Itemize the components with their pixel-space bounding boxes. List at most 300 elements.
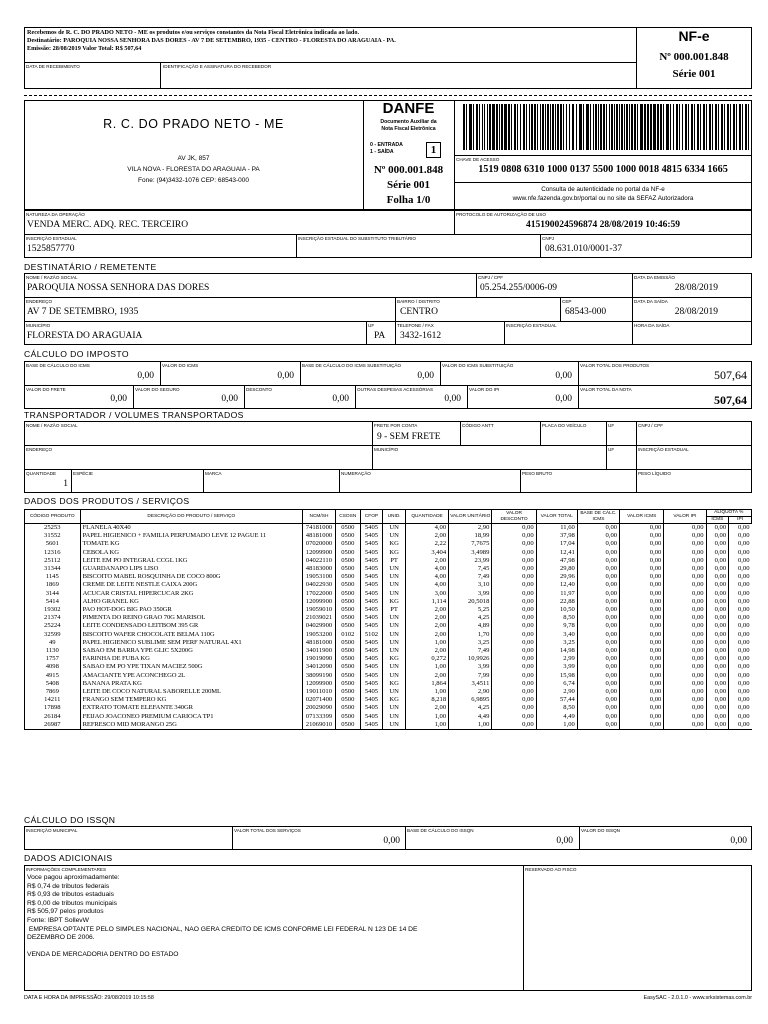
col-vunit: VALOR UNITÁRIO xyxy=(449,510,492,524)
cell-ncm: 34012090 xyxy=(303,663,336,671)
cell-desc: CREME DE LEITE NESTLE CAIXA 200G xyxy=(80,581,302,589)
cell-csosn: 0500 xyxy=(335,672,360,680)
cell-csosn: 0102 xyxy=(335,631,360,639)
cell-vunit: 3,10 xyxy=(449,581,492,589)
table-row xyxy=(25,688,752,696)
access-key-label: CHAVE DE ACESSO xyxy=(456,157,500,162)
cell-aicms: 0,00 xyxy=(706,565,729,573)
cell-vdesc: 0,00 xyxy=(492,573,536,581)
cell-qty: 1,864 xyxy=(405,680,448,688)
tax-ipi-value: 0,00 xyxy=(555,394,572,404)
col-aliq-icms: ICMS xyxy=(706,517,729,524)
tax-base-icms-label: BASE DE CÁLCULO DO ICMS xyxy=(26,363,90,368)
cell-ncm: 20029090 xyxy=(303,704,336,712)
cell-vunit: 7,7675 xyxy=(449,540,492,548)
cell-vdesc: 0,00 xyxy=(492,680,536,688)
cell-base: 0,00 xyxy=(577,524,619,533)
cell-vipi: 0,00 xyxy=(664,606,706,614)
cell-vunit: 5,25 xyxy=(449,606,492,614)
cell-vtotal: 2,90 xyxy=(536,688,577,696)
issqn-im-label: INSCRIÇÃO MUNICIPAL xyxy=(26,828,78,833)
cell-code: 25253 xyxy=(25,524,81,533)
software-credit: EasySAC - 2.0.1.0 - www.srksistemas.com.br xyxy=(643,995,752,1001)
tax-total-label: VALOR TOTAL DA NOTA xyxy=(580,387,632,392)
cell-unit: UN xyxy=(383,565,406,573)
cell-vicms: 0,00 xyxy=(620,622,664,630)
cell-aipi: 0,00 xyxy=(729,688,752,696)
cell-aipi: 0,00 xyxy=(729,581,752,589)
table-row xyxy=(25,647,752,655)
cell-cfop: 5405 xyxy=(360,540,383,548)
cell-aicms: 0,00 xyxy=(706,639,729,647)
cell-vicms: 0,00 xyxy=(620,721,664,730)
cell-aipi: 0,00 xyxy=(729,524,752,533)
cell-vunit: 3,4989 xyxy=(449,549,492,557)
cell-qty: 2,00 xyxy=(405,622,448,630)
cell-csosn: 0500 xyxy=(335,557,360,565)
cell-qty: 1,00 xyxy=(405,639,448,647)
cell-csosn: 0500 xyxy=(335,606,360,614)
print-datetime: DATA E HORA DA IMPRESSÃO: 29/08/2019 10:15:58 xyxy=(24,995,154,1001)
cell-vicms: 0,00 xyxy=(620,688,664,696)
cell-cfop: 5405 xyxy=(360,614,383,622)
cell-vunit: 6,9895 xyxy=(449,696,492,704)
cell-vtotal: 11,97 xyxy=(536,590,577,598)
cell-cfop: 5405 xyxy=(360,590,383,598)
cell-aipi: 0,00 xyxy=(729,721,752,730)
cell-cfop: 5405 xyxy=(360,549,383,557)
cell-aipi: 0,00 xyxy=(729,713,752,721)
cell-cfop: 5405 xyxy=(360,622,383,630)
cell-cfop: 5405 xyxy=(360,696,383,704)
col-vicms: VALOR ICMS xyxy=(620,510,664,524)
cell-ncm: 04022930 xyxy=(303,581,336,589)
col-vipi: VALOR IPI xyxy=(664,510,706,524)
transport-species-label: ESPÉCIE xyxy=(73,471,93,476)
emitter-address-3: Fone: (94)3432-1076 CEP: 68543-000 xyxy=(138,177,249,184)
cell-csosn: 0500 xyxy=(335,573,360,581)
cell-csosn: 0500 xyxy=(335,721,360,730)
cell-vicms: 0,00 xyxy=(620,532,664,540)
protocol-label: PROTOCOLO DE AUTORIZAÇÃO DE USO xyxy=(456,212,546,217)
cell-csosn: 0500 xyxy=(335,549,360,557)
tax-base-icms-value: 0,00 xyxy=(137,371,154,381)
tax-total-value: 507,64 xyxy=(714,393,747,407)
cell-vipi: 0,00 xyxy=(664,565,706,573)
cell-qty: 2,00 xyxy=(405,606,448,614)
cell-vicms: 0,00 xyxy=(620,631,664,639)
cell-aipi: 0,00 xyxy=(729,606,752,614)
cell-cfop: 5405 xyxy=(360,688,383,696)
issqn-value-label: VALOR DO ISSQN xyxy=(581,828,620,833)
cell-qty: 8,218 xyxy=(405,696,448,704)
table-row xyxy=(25,672,752,680)
table-row xyxy=(25,581,752,589)
cell-vunit: 7,49 xyxy=(449,647,492,655)
cell-vdesc: 0,00 xyxy=(492,532,536,540)
cell-vipi: 0,00 xyxy=(664,614,706,622)
cell-vipi: 0,00 xyxy=(664,540,706,548)
table-row xyxy=(25,631,752,639)
cell-cfop: 5405 xyxy=(360,565,383,573)
dest-city-value: FLORESTA DO ARAGUAIA xyxy=(27,331,143,341)
cell-csosn: 0500 xyxy=(335,639,360,647)
cell-vicms: 0,00 xyxy=(620,672,664,680)
cell-desc: BANANA PRATA KG xyxy=(80,680,302,688)
cell-vdesc: 0,00 xyxy=(492,696,536,704)
cell-vdesc: 0,00 xyxy=(492,598,536,606)
tax-ipi-label: VALOR DO IPI xyxy=(469,387,500,392)
dest-uf-value: PA xyxy=(374,331,386,341)
emitter-address-2: VILA NOVA - FLORESTA DO ARAGUAIA - PA xyxy=(127,166,260,173)
cell-cfop: 5405 xyxy=(360,639,383,647)
tax-insurance-value: 0,00 xyxy=(221,394,238,404)
cell-code: 1130 xyxy=(25,647,81,655)
cell-base: 0,00 xyxy=(577,614,619,622)
cell-vdesc: 0,00 xyxy=(492,606,536,614)
tax-products-value: 507,64 xyxy=(714,368,747,382)
cell-code: 5601 xyxy=(25,540,81,548)
cell-csosn: 0500 xyxy=(335,532,360,540)
cell-vdesc: 0,00 xyxy=(492,524,536,533)
products-section-title: DADOS DOS PRODUTOS / SERVIÇOS xyxy=(24,496,190,506)
tax-freight-value: 0,00 xyxy=(110,394,127,404)
cell-vtotal: 14,98 xyxy=(536,647,577,655)
cell-ncm: 04022110 xyxy=(303,557,336,565)
protocol-value: 415190024596874 28/08/2019 10:46:59 xyxy=(525,220,681,230)
cell-vicms: 0,00 xyxy=(620,680,664,688)
cell-aipi: 0,00 xyxy=(729,598,752,606)
cell-vipi: 0,00 xyxy=(664,672,706,680)
cell-cfop: 5405 xyxy=(360,721,383,730)
cell-code: 1757 xyxy=(25,655,81,663)
tax-other-value: 0,00 xyxy=(444,394,461,404)
access-key-value: 1519 0808 6310 1000 0137 5500 1000 0018 4815 6334 1665 xyxy=(478,164,728,175)
cell-unit: KG xyxy=(383,696,406,704)
col-unit: UNID. xyxy=(383,510,406,524)
table-row xyxy=(25,663,752,671)
cell-qty: 4,00 xyxy=(405,573,448,581)
cell-desc: LEITE CONDENSADO LEITBOM 395 GR xyxy=(80,622,302,630)
cell-vipi: 0,00 xyxy=(664,721,706,730)
cell-vipi: 0,00 xyxy=(664,704,706,712)
cell-vicms: 0,00 xyxy=(620,581,664,589)
cell-vunit: 2,90 xyxy=(449,688,492,696)
danfe-tipo-box: 1 xyxy=(426,142,441,158)
cell-vdesc: 0,00 xyxy=(492,688,536,696)
tax-insurance-label: VALOR DO SEGURO xyxy=(135,387,180,392)
cell-vdesc: 0,00 xyxy=(492,590,536,598)
cell-ncm: 38099190 xyxy=(303,672,336,680)
cell-vipi: 0,00 xyxy=(664,622,706,630)
table-row xyxy=(25,532,752,540)
table-row xyxy=(25,606,752,614)
cell-cfop: 5405 xyxy=(360,573,383,581)
cell-unit: UN xyxy=(383,639,406,647)
cell-aipi: 0,00 xyxy=(729,655,752,663)
cell-vunit: 3,99 xyxy=(449,663,492,671)
cell-unit: UN xyxy=(383,622,406,630)
cell-unit: UN xyxy=(383,532,406,540)
cell-unit: UN xyxy=(383,672,406,680)
cell-csosn: 0500 xyxy=(335,598,360,606)
cell-desc: FARINHA DE FUBA KG xyxy=(80,655,302,663)
emitter-address-1: AV JK, 857 xyxy=(177,155,210,162)
cell-vdesc: 0,00 xyxy=(492,704,536,712)
cell-ncm: 07020000 xyxy=(303,540,336,548)
cell-aicms: 0,00 xyxy=(706,532,729,540)
cell-aipi: 0,00 xyxy=(729,573,752,581)
cell-vipi: 0,00 xyxy=(664,655,706,663)
cell-desc: TOMATE KG xyxy=(80,540,302,548)
cell-vicms: 0,00 xyxy=(620,565,664,573)
dest-cep-label: CEP xyxy=(562,299,572,304)
cell-ncm: 19011010 xyxy=(303,688,336,696)
receipt-date-label: DATA DE RECEBIMENTO xyxy=(26,64,80,69)
cell-aipi: 0,00 xyxy=(729,672,752,680)
cell-code: 7869 xyxy=(25,688,81,696)
cell-vunit: 20,5018 xyxy=(449,598,492,606)
dest-city-label: MUNICÍPIO xyxy=(26,323,51,328)
cell-desc: PAPEL HIGIENICO + FAMILIA PERFUMADO LEVE 12 PAGUE 11 xyxy=(80,532,302,540)
cell-base: 0,00 xyxy=(577,573,619,581)
dest-emission-value: 28/08/2019 xyxy=(674,283,718,293)
dest-exit-value: 28/08/2019 xyxy=(674,307,718,317)
cell-csosn: 0500 xyxy=(335,704,360,712)
danfe-saida: 1 - SAÍDA xyxy=(370,149,394,155)
cell-unit: UN xyxy=(383,631,406,639)
dest-name-label: NOME / RAZÃO SOCIAL xyxy=(26,275,78,280)
cell-vipi: 0,00 xyxy=(664,581,706,589)
issqn-section-title: CÁLCULO DO ISSQN xyxy=(24,815,116,825)
dest-addr-value: AV 7 DE SETEMBRO, 1935 xyxy=(27,307,139,317)
cell-vtotal: 22,88 xyxy=(536,598,577,606)
cell-qty: 2,00 xyxy=(405,647,448,655)
ie-st-label: INSCRIÇÃO ESTADUAL DO SUBSTITUTO TRIBUTÁRIO xyxy=(298,236,417,241)
cell-unit: UN xyxy=(383,713,406,721)
cell-aicms: 0,00 xyxy=(706,663,729,671)
cell-desc: FEIJAO JOACONEO PREMIUM CARIOCA TP1 xyxy=(80,713,302,721)
additional-line xyxy=(27,943,517,952)
cell-aipi: 0,00 xyxy=(729,663,752,671)
cell-desc: PIMENTA DO REINO GRAO 70G MARISOL xyxy=(80,614,302,622)
cell-ncm: 48183000 xyxy=(303,565,336,573)
dest-district-label: BAIRRO / DISTRITO xyxy=(397,299,440,304)
cell-vtotal: 47,98 xyxy=(536,557,577,565)
dest-phone-label: TELEFONE / FAX xyxy=(397,323,434,328)
cell-csosn: 0500 xyxy=(335,622,360,630)
cell-ncm: 07133399 xyxy=(303,713,336,721)
cell-base: 0,00 xyxy=(577,606,619,614)
dest-emission-label: DATA DA EMISSÃO xyxy=(634,275,675,280)
cell-vunit: 7,49 xyxy=(449,573,492,581)
dest-section-title: DESTINATÁRIO / REMETENTE xyxy=(24,262,157,272)
cell-base: 0,00 xyxy=(577,704,619,712)
cell-vicms: 0,00 xyxy=(620,713,664,721)
cell-vunit: 7,45 xyxy=(449,565,492,573)
cell-ncm: 21039021 xyxy=(303,614,336,622)
issqn-value-value: 0,00 xyxy=(730,836,747,846)
cell-vtotal: 2,99 xyxy=(536,655,577,663)
cell-qty: 4,00 xyxy=(405,565,448,573)
cell-qty: 0,272 xyxy=(405,655,448,663)
cell-desc: LEITE DE COCO NATURAL SABORELLE 200ML xyxy=(80,688,302,696)
cell-desc: ALHO GRANEL KG xyxy=(80,598,302,606)
additional-section-title: DADOS ADICIONAIS xyxy=(24,853,113,863)
cell-cfop: 5405 xyxy=(360,647,383,655)
cell-code: 25224 xyxy=(25,622,81,630)
cell-vdesc: 0,00 xyxy=(492,581,536,589)
cell-vtotal: 8,50 xyxy=(536,614,577,622)
cell-vunit: 3,99 xyxy=(449,590,492,598)
consulta-line-2: www.nfe.fazenda.gov.br/portal ou no site da SEFAZ Autorizadora xyxy=(512,195,694,202)
cell-vunit: 3,25 xyxy=(449,639,492,647)
cell-vicms: 0,00 xyxy=(620,614,664,622)
tax-discount-value: 0,00 xyxy=(332,394,349,404)
cell-ncm: 12099900 xyxy=(303,680,336,688)
cell-unit: KG xyxy=(383,655,406,663)
cell-ncm: 17022000 xyxy=(303,590,336,598)
cell-desc: LEITE EM PO INTEGRAL CCGL 1KG xyxy=(80,557,302,565)
table-row xyxy=(25,540,752,548)
cell-vtotal: 3,40 xyxy=(536,631,577,639)
transport-brand-label: MARCA xyxy=(205,471,222,476)
cell-cfop: 5405 xyxy=(360,672,383,680)
cell-unit: UN xyxy=(383,524,406,533)
cell-base: 0,00 xyxy=(577,647,619,655)
cell-vunit: 7,99 xyxy=(449,672,492,680)
cell-vtotal: 6,74 xyxy=(536,680,577,688)
cell-unit: UN xyxy=(383,704,406,712)
dest-exit-label: DATA DA SAÍDA xyxy=(634,299,668,304)
cell-aicms: 0,00 xyxy=(706,606,729,614)
cell-aipi: 0,00 xyxy=(729,639,752,647)
cell-vicms: 0,00 xyxy=(620,557,664,565)
tax-freight-label: VALOR DO FRETE xyxy=(26,387,66,392)
cell-aipi: 0,00 xyxy=(729,549,752,557)
cut-line xyxy=(24,95,752,96)
dest-name-value: PAROQUIA NOSSA SENHORA DAS DORES xyxy=(27,283,210,293)
cell-vdesc: 0,00 xyxy=(492,672,536,680)
cell-qty: 1,00 xyxy=(405,663,448,671)
cell-cfop: 5405 xyxy=(360,663,383,671)
cell-unit: PT xyxy=(383,606,406,614)
cell-code: 1869 xyxy=(25,581,81,589)
cell-vdesc: 0,00 xyxy=(492,614,536,622)
cell-base: 0,00 xyxy=(577,672,619,680)
cell-cfop: 5405 xyxy=(360,655,383,663)
cell-unit: UN xyxy=(383,688,406,696)
cell-csosn: 0500 xyxy=(335,565,360,573)
cell-vicms: 0,00 xyxy=(620,663,664,671)
cell-code: 5408 xyxy=(25,680,81,688)
cell-qty: 1,00 xyxy=(405,688,448,696)
cell-vunit: 1,00 xyxy=(449,721,492,730)
cell-csosn: 0500 xyxy=(335,540,360,548)
table-row xyxy=(25,680,752,688)
cell-qty: 1,00 xyxy=(405,721,448,730)
cell-csosn: 0500 xyxy=(335,647,360,655)
cnpj-label: CNPJ xyxy=(542,236,554,241)
dest-ie-label: INSCRIÇÃO ESTADUAL xyxy=(506,323,557,328)
cell-vipi: 0,00 xyxy=(664,549,706,557)
cell-vicms: 0,00 xyxy=(620,573,664,581)
transport-qty-value: 1 xyxy=(63,479,68,489)
cell-unit: KG xyxy=(383,549,406,557)
cell-vicms: 0,00 xyxy=(620,655,664,663)
cell-vdesc: 0,00 xyxy=(492,631,536,639)
cell-aicms: 0,00 xyxy=(706,672,729,680)
table-row xyxy=(25,639,752,647)
dest-phone-value: 3432-1612 xyxy=(400,331,442,341)
cell-vicms: 0,00 xyxy=(620,704,664,712)
cell-qty: 1,00 xyxy=(405,713,448,721)
cell-csosn: 0500 xyxy=(335,614,360,622)
cell-desc: PAPEL HIGIENICO SUBLIME SEM PERF NATURAL 4X1 xyxy=(80,639,302,647)
cell-vipi: 0,00 xyxy=(664,680,706,688)
cell-base: 0,00 xyxy=(577,696,619,704)
cell-vicms: 0,00 xyxy=(620,647,664,655)
cell-aicms: 0,00 xyxy=(706,688,729,696)
cell-ncm: 19053200 xyxy=(303,631,336,639)
cell-cfop: 5102 xyxy=(360,631,383,639)
cell-qty: 2,00 xyxy=(405,557,448,565)
access-key-barcode xyxy=(463,104,751,150)
col-qty: QUANTIDADE xyxy=(405,510,448,524)
cell-vicms: 0,00 xyxy=(620,639,664,647)
cell-vunit: 4,49 xyxy=(449,713,492,721)
dest-addr-label: ENDEREÇO xyxy=(26,299,53,304)
cell-base: 0,00 xyxy=(577,688,619,696)
cell-aipi: 0,00 xyxy=(729,647,752,655)
receipt-text-1: Recebemos de R. C. DO PRADO NETO - ME os produtos e/ou serviços constantes da Nota Fiscal Eletrônica indicada ao lado. xyxy=(27,29,360,36)
cell-code: 4915 xyxy=(25,672,81,680)
cell-vtotal: 1,00 xyxy=(536,721,577,730)
tax-base-st-value: 0,00 xyxy=(417,371,434,381)
cell-aicms: 0,00 xyxy=(706,590,729,598)
cell-vunit: 18,99 xyxy=(449,532,492,540)
cell-unit: UN xyxy=(383,573,406,581)
cell-vtotal: 17,04 xyxy=(536,540,577,548)
cell-qty: 2,00 xyxy=(405,672,448,680)
tax-icms-value: 0,00 xyxy=(277,371,294,381)
transport-qty-label: QUANTIDADE xyxy=(26,471,57,476)
cell-vunit: 23,99 xyxy=(449,557,492,565)
col-ncm: NCM/SH xyxy=(303,510,336,524)
cell-code: 26184 xyxy=(25,713,81,721)
cell-aicms: 0,00 xyxy=(706,680,729,688)
cell-cfop: 5405 xyxy=(360,704,383,712)
cell-code: 4098 xyxy=(25,663,81,671)
col-aliq: ALÍQUOTA % xyxy=(706,510,751,517)
cell-unit: PT xyxy=(383,557,406,565)
cell-vicms: 0,00 xyxy=(620,590,664,598)
cell-aipi: 0,00 xyxy=(729,614,752,622)
col-cfop: CFOP xyxy=(360,510,383,524)
transport-name-label: NOME / RAZÃO SOCIAL xyxy=(26,423,78,428)
table-row xyxy=(25,590,752,598)
cell-vipi: 0,00 xyxy=(664,639,706,647)
cell-aipi: 0,00 xyxy=(729,565,752,573)
cell-code: 17898 xyxy=(25,704,81,712)
issqn-services-value: 0,00 xyxy=(383,836,400,846)
cell-cfop: 5405 xyxy=(360,557,383,565)
cell-code: 3144 xyxy=(25,590,81,598)
cell-ncm: 19059010 xyxy=(303,606,336,614)
nature-label: NATUREZA DA OPERAÇÃO xyxy=(26,212,85,217)
products-table xyxy=(24,509,752,730)
cell-qty: 2,22 xyxy=(405,540,448,548)
